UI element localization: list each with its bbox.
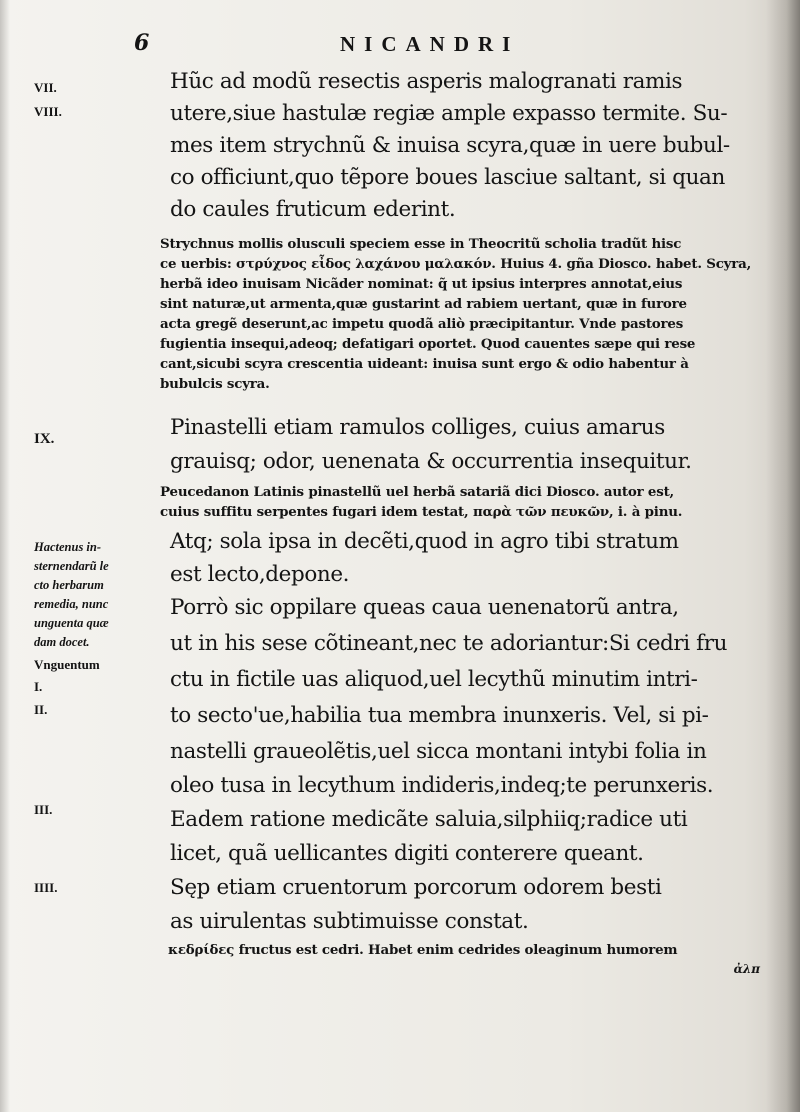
commentary-line: Peucedanon Latinis pinastellũ uel herbã satariã dici Diosco. autor est,	[160, 484, 675, 500]
page-number: 6	[134, 30, 150, 56]
margin-note-gloss-line: Hactenus in-	[34, 540, 102, 554]
running-title: NICANDRI	[340, 32, 520, 56]
text-line: mes item strychnũ & inuisa scyra,quæ in uere bubul-	[170, 133, 730, 158]
text-line: Atq; sola ipsa in decẽti,quod in agro tibi stratum	[170, 529, 679, 554]
commentary-line: κεδρίδες fructus est cedri. Habet enim cedrides oleaginum humorem	[168, 942, 678, 958]
text-line: est lecto,depone.	[170, 562, 350, 587]
text-line: Porrò sic oppilare queas caua uenenatorũ antra,	[170, 595, 679, 620]
text-line: co officiunt,quo tẽpore boues lasciue saltant, si quan	[170, 165, 725, 190]
text-line: Sęp etiam cruentorum porcorum odorem besti	[170, 875, 662, 900]
commentary-line: acta gregẽ deserunt,ac impetu quodã aliò præcipitantur. Vnde pastores	[160, 316, 684, 332]
margin-note-gloss-line: sternendarũ le	[34, 559, 109, 573]
margin-note-ii: II.	[34, 702, 48, 717]
text-line: licet, quã uellicantes digiti conterere queant.	[170, 841, 644, 866]
text-line: do caules fruticum ederint.	[170, 197, 456, 222]
commentary-line: bubulcis scyra.	[160, 376, 270, 392]
margin-note-vii: VII.	[34, 80, 57, 95]
commentary-line: ce uerbis: στρύχνος εἶδος λαχάνου μαλακόν. Huius 4. gña Diosco. habet. Scyra,	[160, 256, 752, 272]
margin-note-gloss-line: dam docet.	[34, 635, 90, 649]
text-line: to secto'ue,habilia tua membra inunxeris. Vel, si pi-	[170, 703, 709, 728]
commentary-line: cuius suffitu serpentes fugari idem testat, παρὰ τῶν πευκῶν, i. à pinu.	[160, 504, 683, 520]
commentary-line: sint naturæ,ut armenta,quæ gustarint ad rabiem uertant, quæ in furore	[160, 296, 687, 312]
commentary-line: fugientia insequi,adeoq; defatigari oportet. Quod cauentes sæpe qui rese	[160, 336, 696, 352]
margin-note-vnguentum: Vnguentum	[34, 657, 100, 672]
margin-note-iiii: IIII.	[34, 880, 58, 895]
page-header	[0, 30, 800, 60]
margin-note-gloss-line: cto herbarum	[34, 578, 104, 592]
text-line: utere,siue hastulæ regiæ ample expasso termite. Su-	[170, 101, 728, 126]
text-line: Eadem ratione medicãte saluia,silphiiq;radice uti	[170, 807, 688, 832]
commentary-line: herbã ideo inuisam Nicãder nominat: q̃ ut ipsius interpres annotat,eius	[160, 276, 683, 292]
text-line: grauisq; odor, uenenata & occurrentia insequitur.	[170, 449, 692, 474]
text-line: as uirulentas subtimuisse constat.	[170, 909, 529, 934]
text-line: ut in his sese cõtineant,nec te adoriantur:Si cedri fru	[170, 631, 728, 656]
margin-note-gloss-line: remedia, nunc	[34, 597, 109, 611]
text-line: nastelli graueolẽtis,uel sicca montani intybi folia in	[170, 739, 707, 764]
commentary-line: cant,sicubi scyra crescentia uideant: inuisa sunt ergo & odio habentur à	[160, 356, 689, 372]
text-line: Hũc ad modũ resectis asperis malogranati ramis	[170, 69, 683, 94]
margin-note-viii: VIII.	[34, 104, 62, 119]
commentary-line: Strychnus mollis olusculi speciem esse in Theocritũ scholia tradũt hisc	[160, 236, 682, 252]
text-line: Pinastelli etiam ramulos colliges, cuius amarus	[170, 415, 665, 440]
margin-note-iii: III.	[34, 802, 53, 817]
page-gutter-shadow	[0, 0, 10, 1112]
text-line: ctu in fictile uas aliquod,uel lecythũ minutim intri-	[170, 667, 698, 692]
page-edge-shadow	[766, 0, 800, 1112]
margin-note-ix: IX.	[34, 431, 55, 447]
catchword: ἀλπ	[733, 962, 760, 976]
margin-note-gloss-line: unguenta quæ	[34, 616, 109, 630]
text-line: oleo tusa in lecythum indideris,indeq;te perunxeris.	[170, 773, 714, 798]
margin-note-i: I.	[34, 679, 43, 694]
